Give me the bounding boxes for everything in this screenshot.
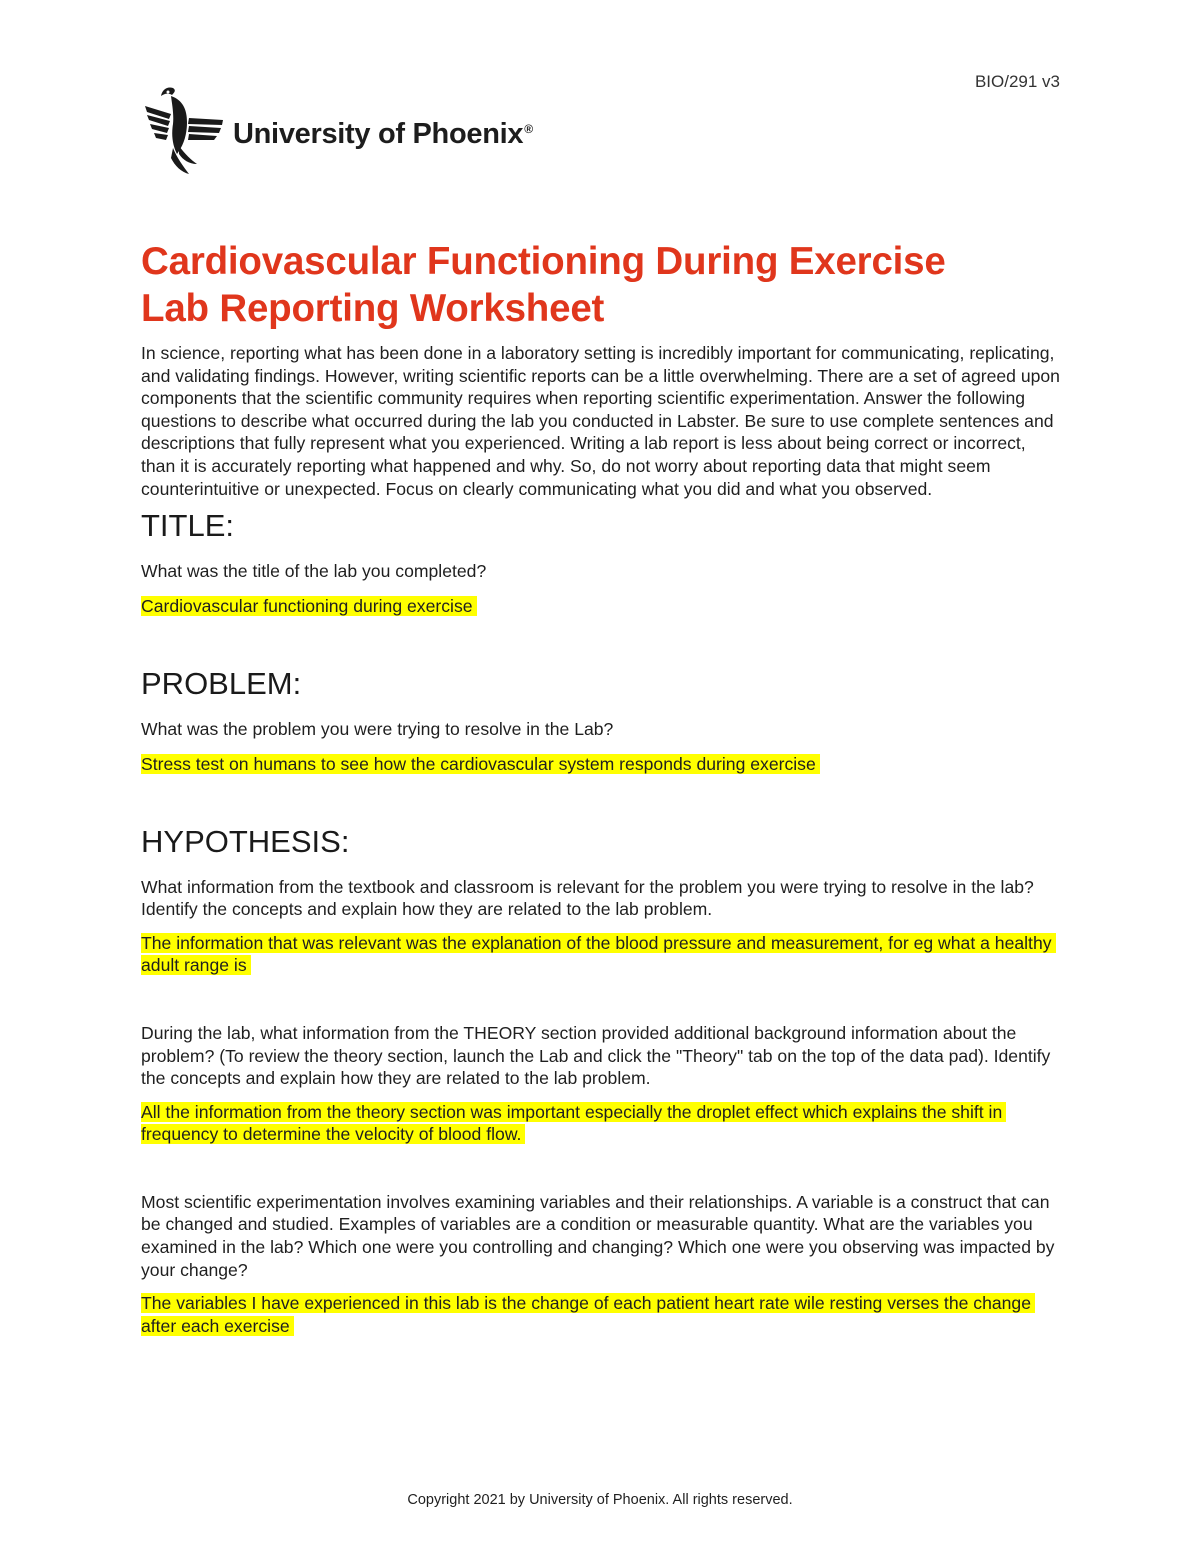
- intro-paragraph: In science, reporting what has been done in a laboratory setting is incredibly important for communicating, replicating, and validating findings. However, writing scientific reports can be a little overwhelming. There are a set of agreed upon components that the scientific community requires when reporting scientific experimentation. Answer the following questions to describe what occurred during the lab you conducted in Labster. Be sure to use complete sentences and descriptions that fully represent what you experienced. Writing a lab report is less about being correct or incorrect, than it is accurately reporting what happened and why. So, do not worry about reporting data that might seem counterintuitive or unexpected. Focus on clearly communicating what you did and what you observed.: [141, 343, 1060, 499]
- section-heading-problem: PROBLEM:: [141, 666, 302, 702]
- title-line-1: Cardiovascular Functioning During Exercise: [141, 240, 946, 283]
- university-logo: [143, 84, 533, 176]
- registered-mark: ®: [524, 121, 533, 136]
- logo-wordmark: [233, 118, 533, 151]
- answer-problem-highlight: Stress test on humans to see how the cardiovascular system responds during exercise: [141, 754, 820, 774]
- answer-hypothesis-2: [141, 1101, 1061, 1146]
- question-hypothesis-3: Most scientific experimentation involves examining variables and their relationships. A variable is a construct that can be changed and studied. Examples of variables are a condition or measurable quantity. What are the variables you examined in the lab? Which one were you controlling and changing? Which one were you observing was impacted by your change?: [141, 1191, 1055, 1280]
- question-title: What was the title of the lab you completed?: [141, 561, 487, 582]
- answer-hypothesis-3-highlight: The variables I have experienced in this lab is the change of each patient heart rate wile resting verses the change after each exercise: [141, 1293, 1035, 1336]
- question-hypothesis-1: What information from the textbook and classroom is relevant for the problem you were trying to resolve in the lab? Identify the concepts and explain how they are related to the lab problem.: [141, 876, 1034, 920]
- course-code: BIO/291 v3: [974, 72, 1060, 91]
- document-title: [141, 238, 1061, 332]
- worksheet-content: [141, 238, 1061, 1337]
- question-problem: What was the problem you were trying to resolve in the Lab?: [141, 719, 614, 740]
- section-heading-hypothesis: HYPOTHESIS:: [141, 823, 350, 859]
- question-hypothesis-2: During the lab, what information from the THEORY section provided additional background information about the problem? (To review the theory section, launch the Lab and click the "Theory" tab on the top of the data pad). Identify the concepts and explain how they are related to the lab problem.: [141, 1022, 1051, 1089]
- copyright-footer: Copyright 2021 by University of Phoenix. All rights reserved.: [407, 1492, 793, 1508]
- answer-problem: [141, 753, 1061, 776]
- answer-hypothesis-2-highlight: All the information from the theory section was important especially the droplet effect which explains the shift in frequency to determine the velocity of blood flow.: [141, 1102, 1006, 1145]
- section-heading-title: TITLE:: [141, 508, 235, 544]
- phoenix-bird-icon: [143, 84, 225, 176]
- answer-hypothesis-3: [141, 1292, 1061, 1337]
- answer-hypothesis-1-highlight: The information that was relevant was the explanation of the blood pressure and measurement, for eg what a healthy adult range is: [141, 933, 1056, 976]
- title-line-2: Lab Reporting Worksheet: [141, 287, 605, 330]
- answer-title: [141, 595, 1061, 618]
- logo-text: University of Phoenix: [233, 117, 524, 150]
- answer-title-highlight: Cardiovascular functioning during exercise: [141, 596, 477, 616]
- answer-hypothesis-1: [141, 932, 1061, 977]
